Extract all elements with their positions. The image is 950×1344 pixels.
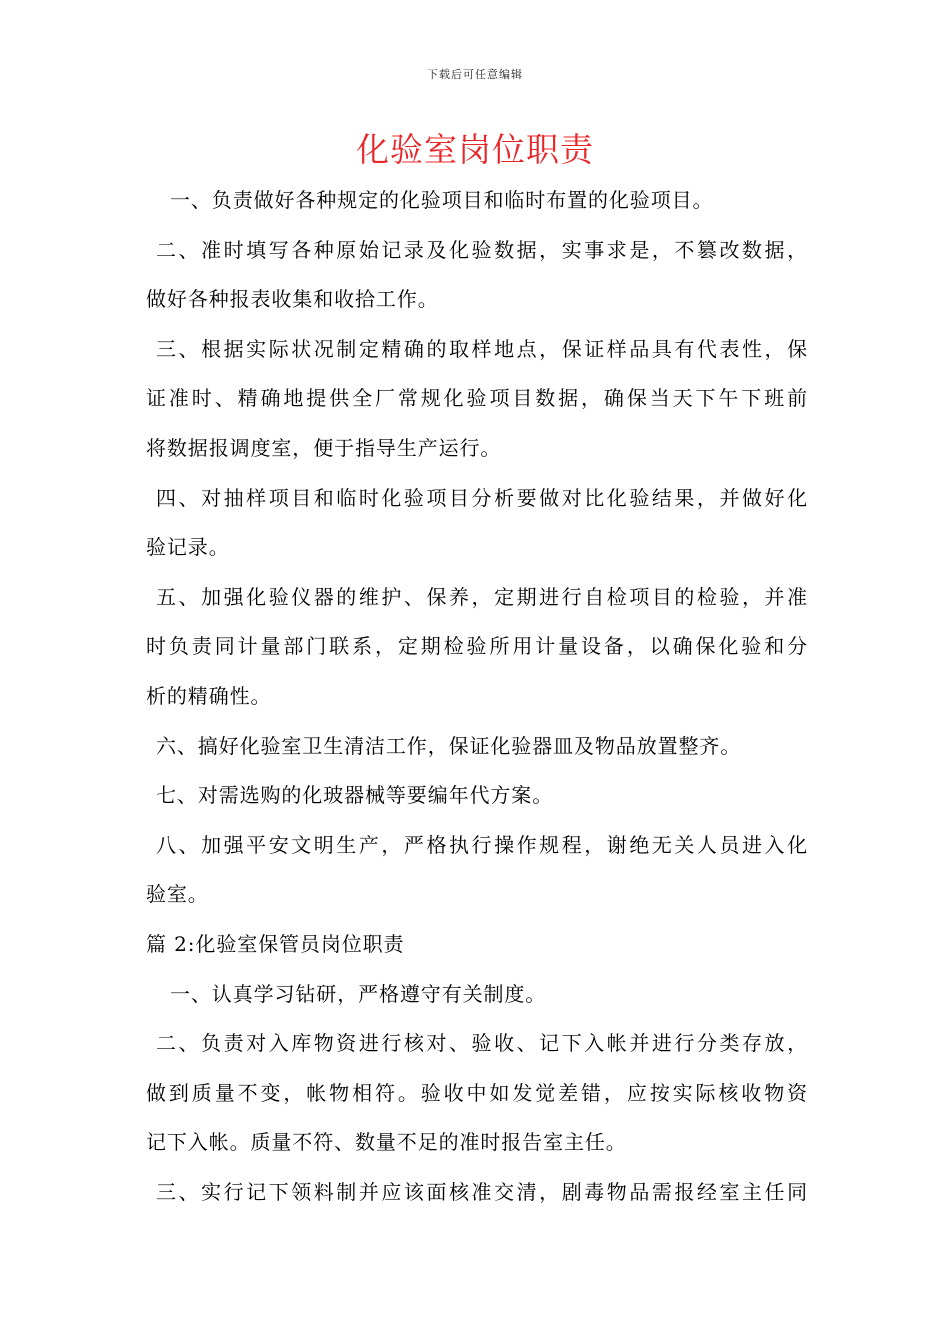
paragraph-line: 析的精确性。 [146,683,272,708]
paragraph-line: 一、认真学习钻研，严格遵守有关制度。 [170,981,547,1006]
paragraph-line: 验室。 [146,882,209,907]
paragraph-line: 证准时、精确地提供全厂常规化验项目数据，确保当天下午下班前 [146,386,808,411]
paragraph-line: 将数据报调度室，便于指导生产运行。 [146,435,502,460]
document-body [146,176,808,1217]
paragraph-line: 七、对需选购的化玻器械等要编年代方案。 [156,783,554,808]
paragraph-line: 验记录。 [146,535,230,560]
paragraph-line: 三、实行记下领料制并应该面核准交清，剧毒物品需报经室主任同 [156,1179,808,1204]
paragraph-line: 时负责同计量部门联系，定期检验所用计量设备，以确保化验和分 [146,634,808,659]
paragraph-line: 六、搞好化验室卫生清洁工作，保证化验器皿及物品放置整齐。 [156,733,742,758]
section-heading: 篇 2:化验室保管员岗位职责 [146,931,405,956]
paragraph-line: 做到质量不变，帐物相符。验收中如发觉差错，应按实际核收物资 [146,1080,808,1105]
paragraph-line: 八、加强平安文明生产，严格执行操作规程，谢绝无关人员进入化 [156,832,808,857]
paragraph-line: 二、准时填写各种原始记录及化验数据，实事求是，不篡改数据， [156,237,808,262]
paragraph-line: 记下入帐。质量不符、数量不足的准时报告室主任。 [146,1130,627,1155]
paragraph-line: 四、对抽样项目和临时化验项目分析要做对比化验结果，并做好化 [156,485,808,510]
paragraph-line: 一、负责做好各种规定的化验项目和临时布置的化验项目。 [170,188,714,212]
paragraph-line: 五、加强化验仪器的维护、保养，定期进行自检项目的检验，并准 [156,584,808,609]
document-title: 化验室岗位职责 [356,130,594,169]
paragraph-line: 三、根据实际状况制定精确的取样地点，保证样品具有代表性，保 [156,336,808,361]
header-note: 下载后可任意编辑 [427,68,523,81]
paragraph-line: 做好各种报表收集和收拾工作。 [146,287,439,312]
paragraph-line: 二、负责对入库物资进行核对、验收、记下入帐并进行分类存放， [156,1031,808,1056]
